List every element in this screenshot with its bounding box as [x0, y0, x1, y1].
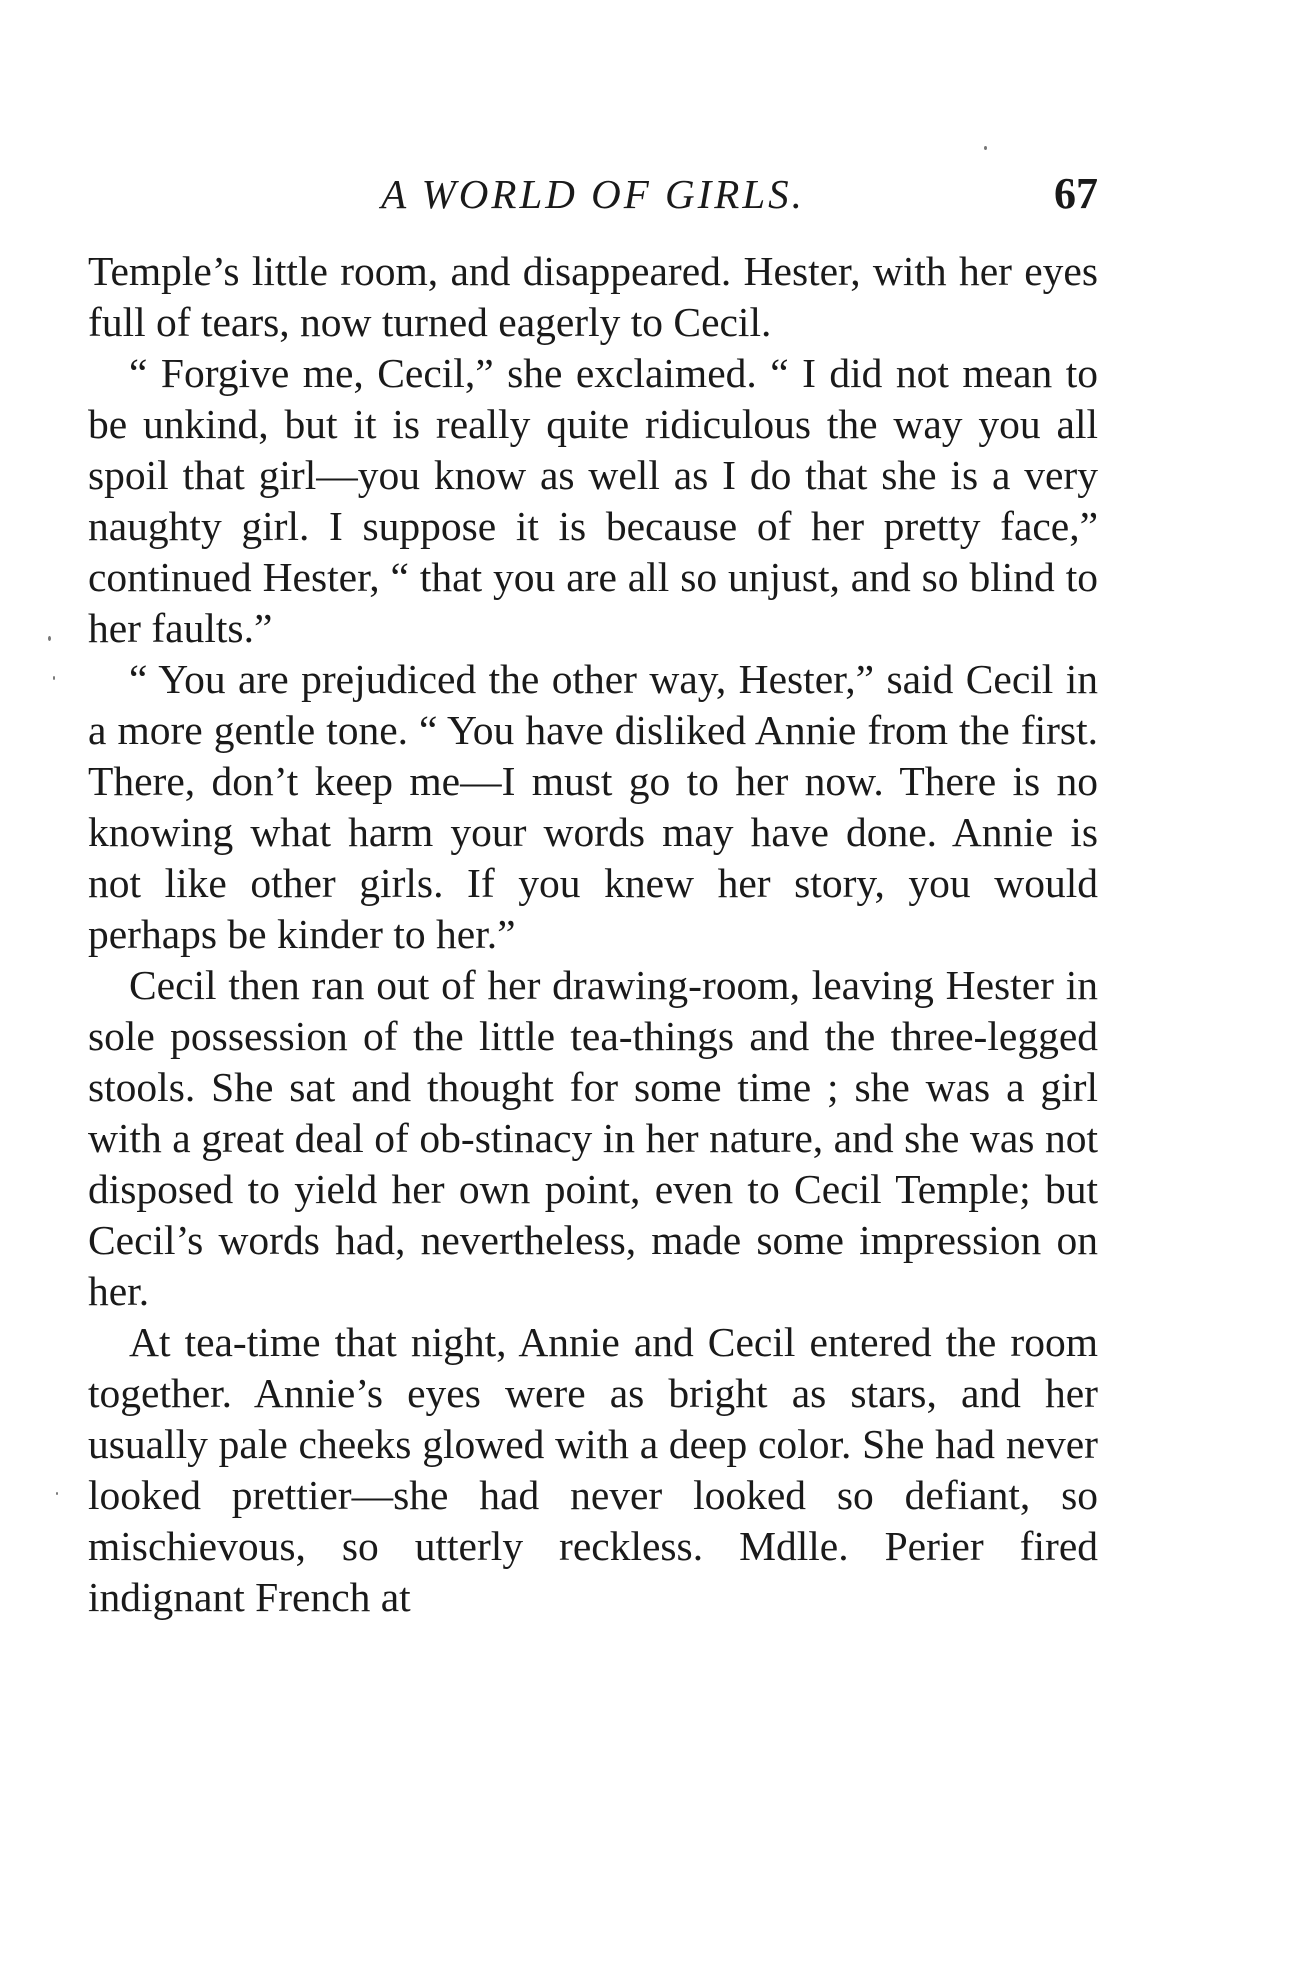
paragraph: Cecil then ran out of her drawing-room, leaving Hester in sole possession of the little tea-things and the three-legged stools. She sat and thought for some time ; she was a girl with a great deal of ob-stinacy in her nature, and she was not disposed to yield her own point, even to Cecil Temple; but Cecil’s words had, nevertheless, made some impression on her. [88, 962, 1098, 1314]
paragraph: Temple’s little room, and disappeared. Hester, with her eyes full of tears, now turned eagerly to Cecil. [88, 248, 1098, 345]
paper-speck [53, 676, 55, 680]
page-number: 67 [1054, 169, 1098, 218]
body-text [88, 246, 1098, 1623]
paper-speck [48, 636, 51, 641]
paper-speck [56, 1492, 58, 1495]
running-title: A WORLD OF GIRLS. [381, 171, 805, 217]
running-head [88, 166, 1098, 222]
paragraph: At tea-time that night, Annie and Cecil entered the room together. Annie’s eyes were as bright as stars, and her usually pale cheeks glowed with a deep color. She had never looked prettier—she had never looked so defiant, so mischievous, so utterly reckless. Mdlle. Perier fired indignant French at [88, 1319, 1098, 1620]
paragraph: “ Forgive me, Cecil,” she exclaimed. “ I did not mean to be unkind, but it is really quite ridiculous the way you all spoil that girl—you know as well as I do that she is a very naughty girl. I suppose it is because of her pretty face,” continued Hester, “ that you are all so unjust, and so blind to her faults.” [88, 350, 1098, 651]
paragraph: “ You are prejudiced the other way, Hester,” said Cecil in a more gentle tone. “ You have disliked Annie from the first. There, don’t keep me—I must go to her now. There is no knowing what harm your words may have done. Annie is not like other girls. If you knew her story, you would perhaps be kinder to her.” [88, 656, 1098, 957]
paper-speck [984, 146, 987, 150]
